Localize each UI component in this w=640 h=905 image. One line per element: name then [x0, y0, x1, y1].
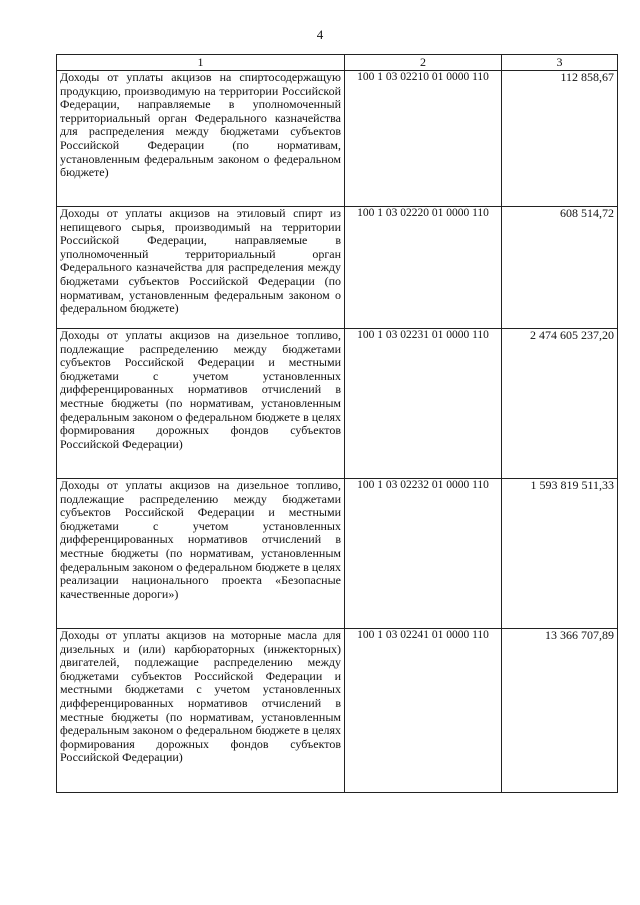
row-amount: 1 593 819 511,33: [502, 479, 618, 629]
table-row: [57, 71, 618, 207]
table-row: [57, 629, 618, 793]
row-amount: 2 474 605 237,20: [502, 329, 618, 479]
revenue-table: [56, 54, 618, 793]
row-budget-code: 100 1 03 02220 01 0000 110: [345, 207, 502, 329]
row-description: Доходы от уплаты акцизов на спиртосодержащую продукцию, производимую на территории Российской Федерации, направляемые в уполномоченный территориальный орган Федерального казначейства для распределения между бюджетами субъектов Российской Федерации (по нормативам, установленным федеральным законом о федеральном бюджете): [57, 71, 345, 207]
row-budget-code: 100 1 03 02231 01 0000 110: [345, 329, 502, 479]
page-number: 4: [316, 27, 324, 42]
row-amount: 608 514,72: [502, 207, 618, 329]
table-row: [57, 329, 618, 479]
header-row: [57, 55, 618, 71]
column-header-3: 3: [502, 55, 618, 71]
row-description: Доходы от уплаты акцизов на этиловый спирт из непищевого сырья, производимый на территории Российской Федерации, направляемые в уполномоченный территориальный орган Федерального казначейства для распределения между бюджетами субъектов Российской Федерации (по нормативам, установленным федеральным законом о федеральном бюджете): [57, 207, 345, 329]
row-description: Доходы от уплаты акцизов на дизельное топливо, подлежащие распределению между бюджетами субъектов Российской Федерации и местными бюджетами с учетом установленных дифференцированных нормативов отчислений в местные бюджеты (по нормативам, установленным федеральным законом о федеральном бюджете в целях формирования дорожных фондов субъектов Российской Федерации): [57, 329, 345, 479]
column-header-1: 1: [57, 55, 345, 71]
row-budget-code: 100 1 03 02241 01 0000 110: [345, 629, 502, 793]
column-header-2: 2: [345, 55, 502, 71]
table-row: [57, 207, 618, 329]
table-row: [57, 479, 618, 629]
row-description: Доходы от уплаты акцизов на дизельное топливо, подлежащие распределению между бюджетами субъектов Российской Федерации и местными бюджетами с учетом установленных дифференцированных нормативов отчислений в местные бюджеты (по нормативам, установленным федеральным законом о федеральном бюджете в целях реализации национального проекта «Безопасные качественные дороги»): [57, 479, 345, 629]
table-header: [57, 55, 618, 71]
row-amount: 112 858,67: [502, 71, 618, 207]
table-body: [57, 71, 618, 793]
row-budget-code: 100 1 03 02232 01 0000 110: [345, 479, 502, 629]
row-amount: 13 366 707,89: [502, 629, 618, 793]
row-description: Доходы от уплаты акцизов на моторные масла для дизельных и (или) карбюраторных (инжекторных) двигателей, подлежащие распределению между бюджетами субъектов Российской Федерации и местными бюджетами с учетом установленных дифференцированных нормативов отчислений в местные бюджеты (по нормативам, установленным федеральным законом о федеральном бюджете в целях формирования дорожных фондов субъектов Российской Федерации): [57, 629, 345, 793]
row-budget-code: 100 1 03 02210 01 0000 110: [345, 71, 502, 207]
